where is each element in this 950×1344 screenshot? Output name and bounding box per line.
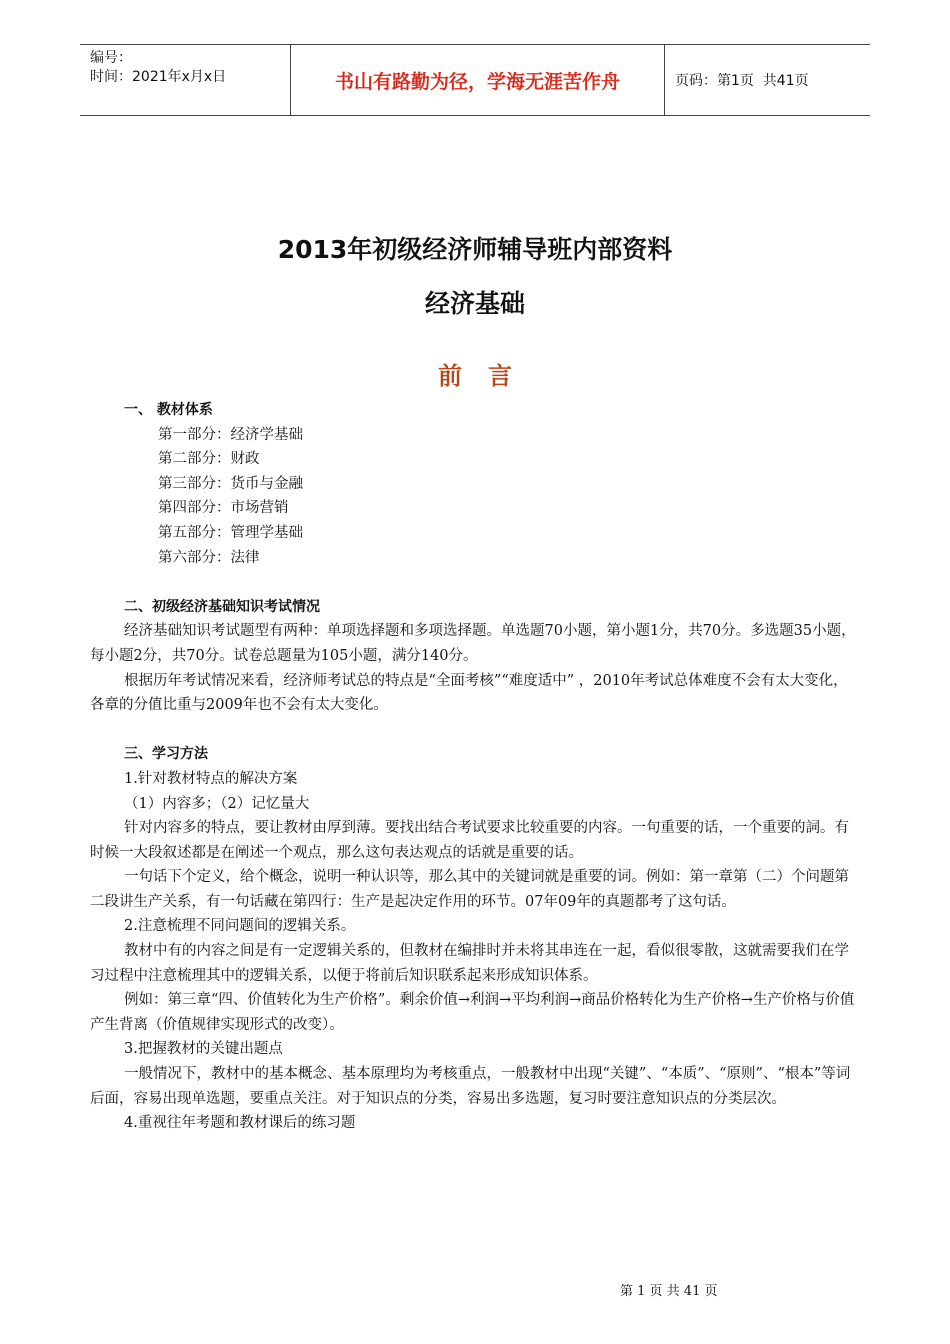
header-motto: 书山有路勤为径，学海无涯苦作舟 (290, 45, 665, 115)
header-page-info: 页码：第1页 共41页 (675, 73, 809, 89)
paragraph: 经济基础知识考试题型有两种：单项选择题和多项选择题。单选题70小题，第小题1分，共70分。多选题35小题，每小题2分，共70分。试卷总题量为105小题，满分140分。 (90, 623, 856, 664)
section-heading: 二、初级经济基础知识考试情况 (124, 598, 320, 615)
preface-heading: 前言 (438, 362, 538, 390)
list-item: 第五部分：管理学基础 (158, 524, 303, 541)
page-footer: 第 1 页 共 41 页 (620, 1284, 718, 1299)
page-header (80, 44, 870, 116)
list-item: 第三部分：货币与金融 (158, 475, 303, 492)
document-subtitle: 经济基础 (424, 289, 525, 318)
list-item: 第六部分：法律 (158, 549, 260, 566)
paragraph: 教材中有的内容之间是有一定逻辑关系的，但教材在编排时并未将其串连在一起，看似很零散，这就需要我们在学习过程中注意梳理其中的逻辑关系，以便于将前后知识联系起来形成知识体系。 (90, 943, 849, 984)
paragraph: 一句话下个定义，给个概念，说明一种认识等，那么其中的关键词就是重要的词。例如：第一章第（二）个问题第二段讲生产关系，有一句话藏在第四行：生产是起决定作用的环节。07年09年的真题都考了这句话。 (90, 869, 849, 910)
paragraph: 针对内容多的特点，要让教材由厚到薄。要找出结合考试要求比较重要的内容。一句重要的话，一个重要的詞。有时候一大段叙述都是在阐述一个观点，那么这句表达观点的话就是重要的话。 (90, 820, 849, 861)
sub-item: （1）内容多；（2）记忆量大 (124, 795, 310, 812)
numbered-item: 3.把握教材的关键出题点 (124, 1041, 283, 1058)
numbered-item: 4.重视往年考题和教材课后的练习题 (124, 1115, 356, 1132)
header-meta (80, 45, 290, 115)
list-item: 第四部分：市场营销 (158, 500, 289, 517)
section-heading: 三、学习方法 (124, 746, 208, 763)
number-label: 编号： (90, 50, 132, 66)
document-body (90, 398, 860, 1136)
paragraph: 一般情况下，教材中的基本概念、基本原理均为考核重点，一般教材中出现“关键”、“本质”、“原则”、“根本”等词后面，容易出现单选题，要重点关注。对于知识点的分类，容易出多选题，复习时要注意知识点的分类层次。 (90, 1066, 851, 1107)
paragraph: 例如：第三章“四、价值转化为生产价格”。剩余价值→利润→平均利润→商品价格转化为生产价格→生产价格与价值产生背离（价值规律实现形式的改变）。 (90, 992, 855, 1033)
list-item: 第一部分：经济学基础 (158, 426, 303, 443)
section-heading: 一、 教材体系 (124, 402, 213, 418)
numbered-item: 2.注意梳理不同问题间的逻辑关系。 (124, 918, 356, 935)
paragraph: 根据历年考试情况来看，经济师考试总的特点是“全面考核”“难度适中” ，2010年考试总体难度不会有太大变化，各章的分值比重与2009年也不会有太大变化。 (90, 672, 848, 714)
time-label: 时间：2021年x月x日 (90, 69, 227, 85)
document-title: 2013年初级经济师辅导班内部资料 (277, 235, 673, 264)
numbered-item: 1.针对教材特点的解决方案 (124, 770, 298, 787)
list-item: 第二部分：财政 (158, 451, 260, 468)
